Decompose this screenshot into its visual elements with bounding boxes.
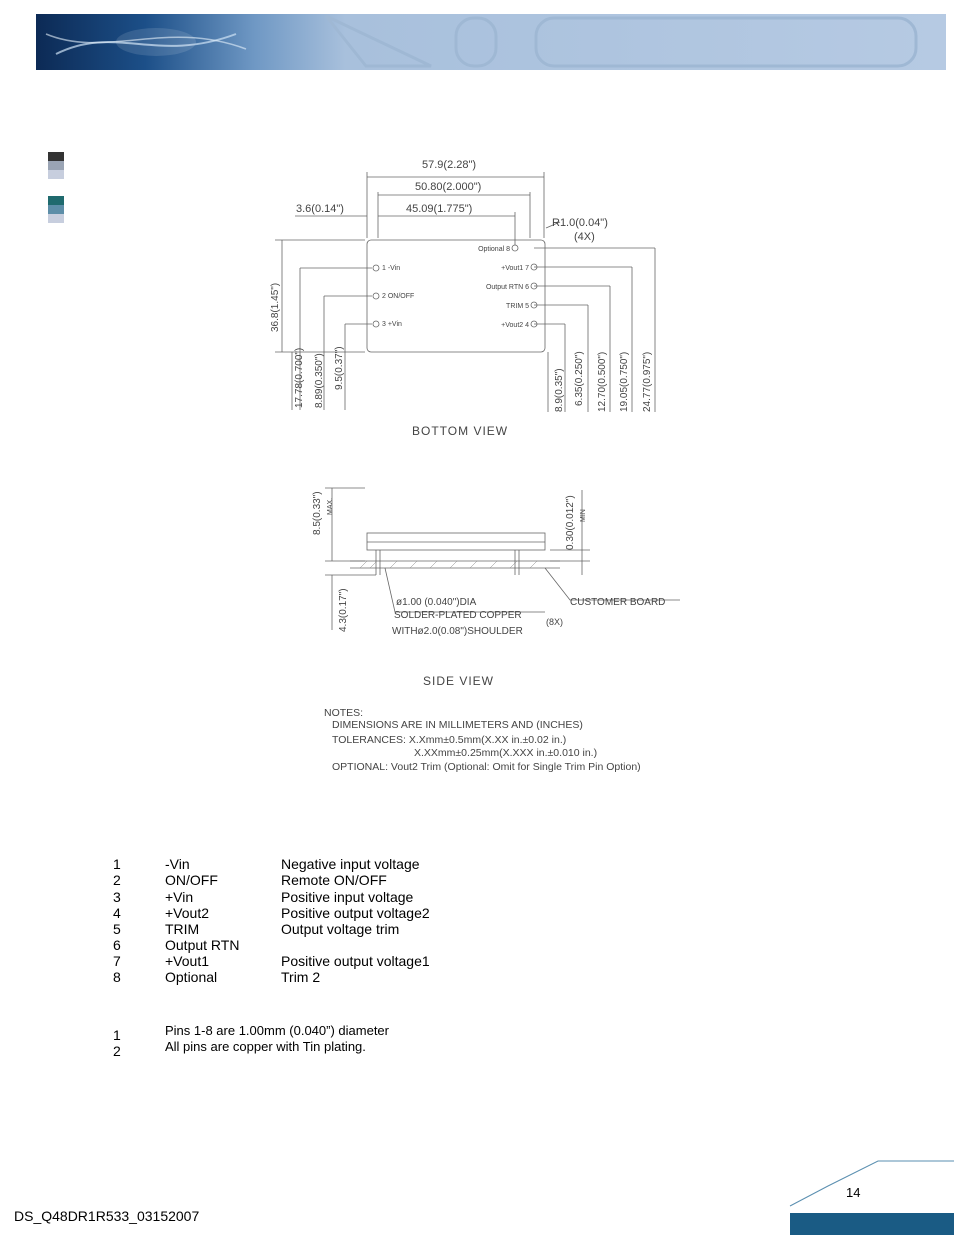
pin-note-num: 2 — [113, 1043, 121, 1059]
dim-overall-width: 57.9(2.28") — [422, 159, 477, 171]
pin-name: ON/OFF — [165, 872, 218, 888]
pin-7-label: +Vout1 7 — [501, 265, 529, 272]
pin-name: +Vin — [165, 889, 194, 905]
section-bullet — [48, 152, 64, 179]
dim-corner-radius: R1.0(0.04") — [552, 217, 608, 229]
dim-right-v1: 8.9(0.35") — [554, 368, 565, 412]
pin-num: 5 — [113, 921, 121, 937]
dim-left-v3: 9.5(0.37") — [334, 346, 345, 390]
pin-function: Positive output voltage2 — [281, 905, 430, 921]
pin-num: 3 — [113, 889, 121, 905]
pin-num: 1 — [113, 856, 121, 872]
header-graphic — [36, 14, 946, 70]
bottom-view-title: BOTTOM VIEW — [412, 424, 509, 438]
pin-function: Output voltage trim — [281, 921, 400, 937]
dim-right-v4: 19.05(0.750") — [619, 351, 630, 412]
module-outline-side — [367, 533, 545, 550]
notes-line-3: X.XXmm±0.25mm(X.XXX in.±0.010 in.) — [414, 747, 598, 759]
dim-pin-length: 4.3(0.17") — [338, 588, 349, 632]
pin-note-text: Pins 1-8 are 1.00mm (0.040”) diameter — [165, 1023, 389, 1038]
pin-name: +Vout2 — [165, 905, 209, 921]
pin-function: Positive input voltage — [281, 889, 414, 905]
pin-material-note: SOLDER-PLATED COPPER — [394, 610, 522, 621]
dim-min-label: MIN — [580, 509, 587, 522]
pin-shoulder-note: WITHø2.0(0.08")SHOULDER — [392, 626, 523, 637]
dim-standoff-min: 0.30(0.012") — [565, 495, 576, 550]
notes-line-4: OPTIONAL: Vout2 Trim (Optional: Omit for Single Trim Pin Option) — [332, 761, 641, 773]
pin-num: 6 — [113, 937, 121, 953]
pin-function: Negative input voltage — [281, 856, 420, 872]
dim-inner-span: 45.09(1.775") — [406, 203, 473, 215]
dim-left-offset: 3.6(0.14") — [296, 203, 344, 215]
customer-board-label: CUSTOMER BOARD — [570, 597, 666, 608]
pin-6-label: Output RTN 6 — [485, 284, 529, 291]
pin-num: 2 — [113, 872, 121, 888]
pin-diameter-note: ø1.00 (0.040")DIA — [396, 597, 477, 608]
pin-qty-note: (8X) — [546, 617, 564, 627]
pin-note-text: All pins are copper with Tin plating. — [165, 1039, 366, 1054]
dim-height: 36.8(1.45") — [270, 282, 281, 332]
header-banner — [36, 14, 946, 70]
pin-4-label: +Vout2 4 — [501, 322, 529, 329]
dim-pin-span: 50.80(2.000") — [415, 181, 482, 193]
pin-3-label: 3 +Vin — [382, 321, 402, 328]
mechanical-drawing — [260, 150, 740, 780]
dim-left-v2: 8.89(0.350") — [314, 353, 325, 408]
pin-function: Remote ON/OFF — [281, 872, 387, 888]
dim-corner-count: (4X) — [574, 231, 595, 243]
pin-name: +Vout1 — [165, 953, 209, 969]
pin-function: Trim 2 — [281, 969, 321, 985]
pin-name: Output RTN — [165, 937, 240, 953]
pin-note-num: 1 — [113, 1027, 121, 1043]
dim-max-label: MAX. — [327, 497, 334, 515]
pin-2-label: 2 ON/OFF — [382, 293, 415, 300]
pin-num: 7 — [113, 953, 121, 969]
pin-1-label: 1 -Vin — [382, 265, 401, 272]
dim-right-v2: 6.35(0.250") — [574, 351, 585, 406]
dim-height-max: 8.5(0.33") — [312, 491, 323, 535]
pin-8-label: Optional 8 — [478, 246, 510, 253]
dim-left-v1: 17.78(0.700") — [294, 347, 305, 408]
notes-line-2: TOLERANCES: X.Xmm±0.5mm(X.XX in.±0.02 in.) — [332, 734, 567, 746]
pin-5-label: TRIM 5 — [506, 303, 529, 310]
section-bullet — [48, 196, 64, 223]
pin-function: Positive output voltage1 — [281, 953, 430, 969]
notes-line-1: DIMENSIONS ARE IN MILLIMETERS AND (INCHES) — [332, 719, 583, 731]
pin-name: -Vin — [165, 856, 190, 872]
pin-name: Optional — [165, 969, 218, 985]
notes-heading: NOTES: — [324, 707, 364, 719]
pin-name: TRIM — [165, 921, 200, 937]
footer-tab-graphic — [788, 1158, 954, 1235]
page-number: 14 — [846, 1185, 861, 1200]
pin-num: 4 — [113, 905, 121, 921]
pin-num: 8 — [113, 969, 121, 985]
document-id: DS_Q48DR1R533_03152007 — [14, 1208, 200, 1224]
side-view-title: SIDE VIEW — [423, 674, 495, 688]
dim-right-v5: 24.77(0.975") — [642, 351, 653, 412]
dim-right-v3: 12.70(0.500") — [597, 351, 608, 412]
